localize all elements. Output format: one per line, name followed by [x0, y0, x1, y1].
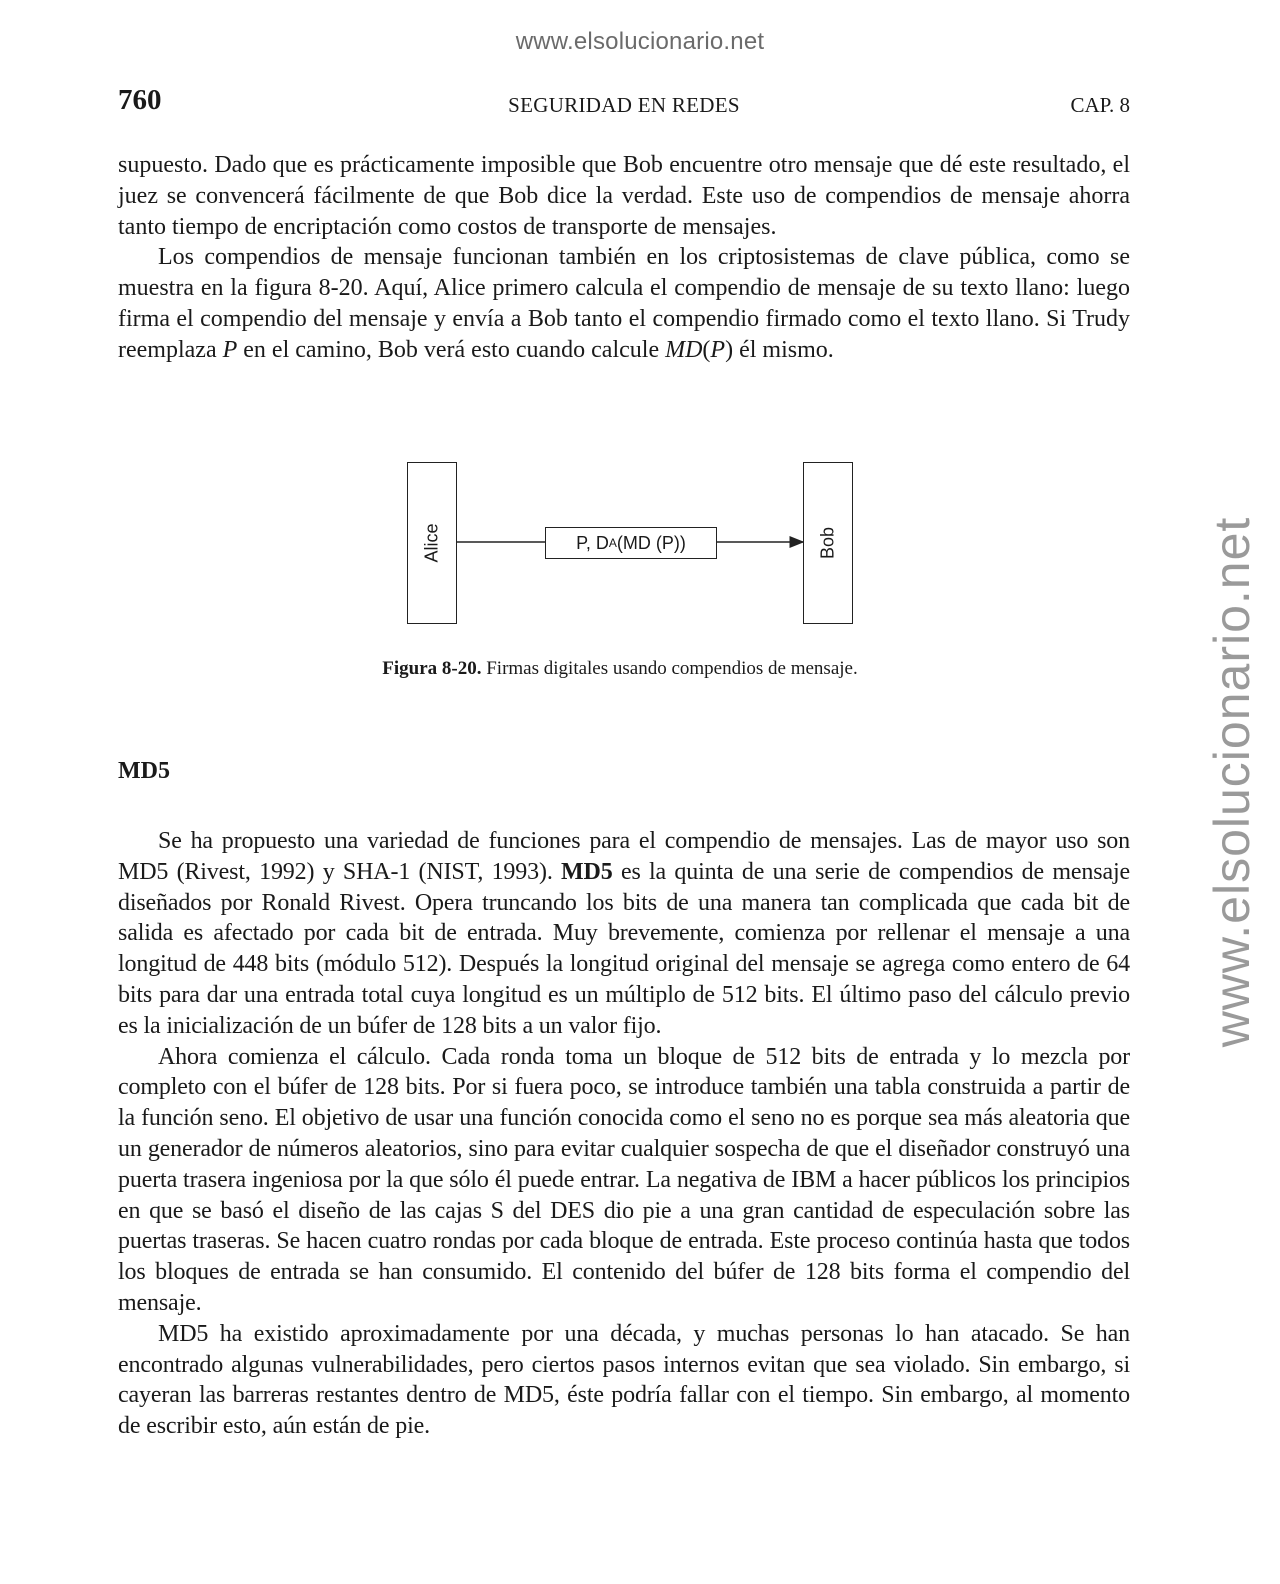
paragraph-md5-1: Se ha propuesto una variedad de funciones para el compendio de mensajes. Las de mayor uso son MD5 (Rivest, 1992) y SHA-1 (NIST, 1993). MD5 es la quinta de una serie de compendios de mensaje diseñados por Ronald Rivest. Opera truncando los bits de una manera tan complicada que cada bit de salida es afectado por cada bit de entrada. Muy brevemente, comienza por rellenar el mensaje a una longitud de 448 bits (módulo 512). Después la longitud original del mensaje se agrega como entero de 64 bits para dar una entrada total cuya longitud es un múltiplo de 512 bits. El último paso del cálculo previo es la inicialización de un búfer de 128 bits a un valor fijo.: [118, 828, 1130, 1039]
message-box: P, D A (MD (P)): [545, 527, 717, 559]
chapter-title: SEGURIDAD EN REDES: [508, 93, 740, 117]
figure-caption: [0, 658, 1240, 680]
md5-text: [118, 826, 1130, 1442]
alice-box: [407, 462, 457, 624]
section-heading-md5: MD5: [118, 758, 170, 784]
intro-text: [118, 150, 1130, 366]
watermark-side: www.elsolucionario.net: [1204, 516, 1260, 1048]
page-number: 760: [118, 84, 162, 116]
paragraph-md5-3: MD5 ha existido aproximadamente por una década, y muchas personas lo han atacado. Se han encontrado algunas vulnerabilidades, pero ciertos pasos internos evitan que sea violado. Sin embargo, si cayeran las barreras restantes dentro de MD5, éste podría fallar con el tiempo. Sin embargo, al momento de escribir esto, aún están de pie.: [118, 1320, 1130, 1440]
bob-label: Bob: [817, 526, 838, 560]
paragraph-md5-2: Ahora comienza el cálculo. Cada ronda toma un bloque de 512 bits de entrada y lo mezcla por completo con el búfer de 128 bits. Por si fuera poco, se introduce también una tabla construida a partir de la función seno. El objetivo de usar una función conocida como el seno no es porque sea más aleatoria que un generador de números aleatorios, sino para evitar cualquier sospecha de que el diseñador construyó una puerta trasera ingeniosa por la que sólo él puede entrar. La negativa de IBM a hacer públicos los principios en que se basó el diseño de las cajas S del DES dio pie a una gran cantidad de especulación sobre las puertas traseras. Se hacen cuatro rondas por cada bloque de entrada. Este proceso continúa hasta que todos los bloques de entrada se han consumido. El contenido del búfer de 128 bits forma el compendio del mensaje.: [118, 1043, 1130, 1316]
watermark-top: www.elsolucionario.net: [515, 28, 765, 55]
alice-label: Alice: [421, 523, 442, 563]
figure-digital-signature: [300, 455, 980, 635]
caption-label: Figura 8-20.: [382, 658, 482, 679]
bob-box: [803, 462, 853, 624]
paragraph-intro-2: Los compendios de mensaje funcionan también en los criptosistemas de clave pública, como se muestra en la figura 8-20. Aquí, Alice primero calcula el compendio de mensaje de su texto llano: luego firma el compendio del mensaje y envía a Bob tanto el compendio firmado como el texto llano. Si Trudy reemplaza P en el camino, Bob verá esto cuando calcule MD(P) él mismo.: [118, 244, 1130, 363]
paragraph-intro-1: supuesto. Dado que es prácticamente imposible que Bob encuentre otro mensaje que dé este resultado, el juez se convencerá fácilmente de que Bob dice la verdad. Este uso de compendios de mensaje ahorra tanto tiempo de encriptación como costos de transporte de mensajes.: [118, 152, 1130, 240]
running-head: [118, 84, 1130, 124]
chapter-label: CAP. 8: [1070, 93, 1130, 117]
caption-text: Firmas digitales usando compendios de mensaje.: [481, 658, 858, 679]
